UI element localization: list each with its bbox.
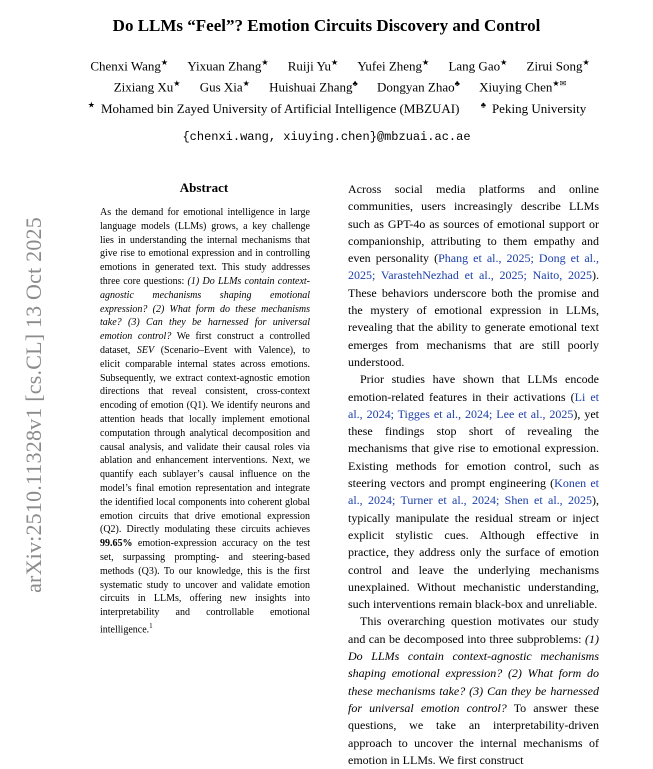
paper-title: Do LLMs “Feel”? Emotion Circuits Discovery and Control bbox=[112, 16, 541, 35]
author: Gus Xia★ bbox=[199, 79, 250, 95]
author: Huishuai Zhang♣ bbox=[269, 79, 358, 95]
author-email[interactable]: {chenxi.wang, xiuying.chen}@mbzuai.ac.ae bbox=[182, 130, 471, 144]
arxiv-watermark bbox=[14, 200, 54, 610]
citation-link[interactable]: Phang et al., 2025; Dong et al., 2025; VarastehNezhad et al., 2025; Naito, 2025 bbox=[348, 251, 600, 283]
author: Chenxi Wang★ bbox=[90, 58, 169, 74]
intro-paragraph: This overarching question motivates our study and can be decomposed into three subproblems: (1) Do LLMs contain context-agnostic mechanisms shaping emotional expression? (2) What form do these mechanisms take? (3) Can they be harnessed for universal emotion control? To answer these questions, we take an interpretability-driven approach to uncover the internal mechanisms of emotion in LLMs. We first construct bbox=[348, 614, 599, 767]
intro-paragraph: Across social media platforms and online communities, users increasingly describe LLMs such as GPT-4o as sources of emotional support or companionship, attributing to them empathy and even personality (Phang et al., 2025; Dong et al., 2025; VarastehNezhad et al., 2025; Naito, 2025). These behaviors underscore both the promise and the mystery of emotional expression in LLMs, revealing that the ability to generate emotional text emerges from mechanisms that are still poorly understood. bbox=[348, 182, 600, 369]
citation-link[interactable]: Konen et al., 2024; Turner et al., 2024; Shen et al., 2025 bbox=[348, 476, 599, 508]
affiliations bbox=[60, 101, 620, 117]
author-list bbox=[60, 54, 620, 97]
abstract-body: As the demand for emotional intelligence in large language models (LLMs) grows, a key challenge lies in understanding the internal mechanisms that give rise to emotional expression and in controlling emotions in generated text. This study addresses three core questions: (1) Do LLMs contain context-agnostic mechanisms shaping emotional expression? (2) What form do these mechanisms take? (3) Can they be harnessed for universal emotion control? We first construct a controlled dataset, SEV (Scenario–Event with Valence), to elicit comparable internal states across emotions. Subsequently, we extract context-agnostic emotion directions that reveal consistent, cross-context encoding of emotion (Q1). We identify neurons and attention heads that locally implement emotional computation through analytical decomposition and causal analysis, and validate their causal roles via ablation and enhancement interventions. Next, we quantify each sublayer’s causal influence on the model’s final emotion representation and integrate the identified local components into coherent global emotion circuits that drive emotional expression (Q2). Directly modulating these circuits achieves 99.65% emotion-expression accuracy on the test set, surpassing prompting- and steering-based methods (Q3). To our knowledge, this is the first systematic study to uncover and validate emotion circuits in LLMs, offering new insights into interpretability and controllable emotional intelligence.$^1$ bbox=[100, 207, 311, 636]
intro-paragraph: Prior studies have shown that LLMs encode emotion-related features in their activations (Li et al., 2024; Tigges et al., 2024; Lee et al., 2025), yet these findings stop short of revealing the mechanisms that give rise to emotional expression. Existing methods for emotion control, such as steering vectors and prompt engineering (Konen et al., 2024; Turner et al., 2024; Shen et al., 2025), typically manipulate the residual stream or inject explicit stylistic cues. Although effective in practice, they address only the surface of emotion control and leave the underlying mechanisms unexplained. Without mechanistic understanding, such interventions remain black-box and unreliable. bbox=[348, 372, 600, 612]
author: Xiuying Chen★✉ bbox=[479, 79, 567, 95]
author: Ruiji Yu★ bbox=[287, 58, 339, 74]
author: Lang Gao★ bbox=[448, 58, 508, 74]
citation-link[interactable]: Li et al., 2024; Tigges et al., 2024; Lee et al., 2025 bbox=[348, 389, 600, 421]
introduction-column bbox=[348, 181, 599, 769]
author: Zixiang Xu★ bbox=[113, 79, 181, 95]
affiliation: ♣ Peking University bbox=[480, 101, 587, 117]
author: Yufei Zheng★ bbox=[357, 58, 430, 74]
author: Dongyan Zhao♣ bbox=[376, 79, 460, 95]
abstract-heading: Abstract bbox=[179, 180, 229, 195]
affiliation: ★ Mohamed bin Zayed University of Artificial Intelligence (MBZUAI) bbox=[87, 101, 460, 117]
footnote-link[interactable]: 1 bbox=[149, 621, 153, 630]
arxiv-id[interactable]: arXiv:2510.11328v1 [cs.CL] 13 Oct 2025 bbox=[21, 217, 46, 593]
accuracy-value: 99.65% bbox=[100, 538, 133, 550]
author: Yixuan Zhang★ bbox=[187, 58, 269, 74]
author: Zirui Song★ bbox=[526, 58, 590, 74]
